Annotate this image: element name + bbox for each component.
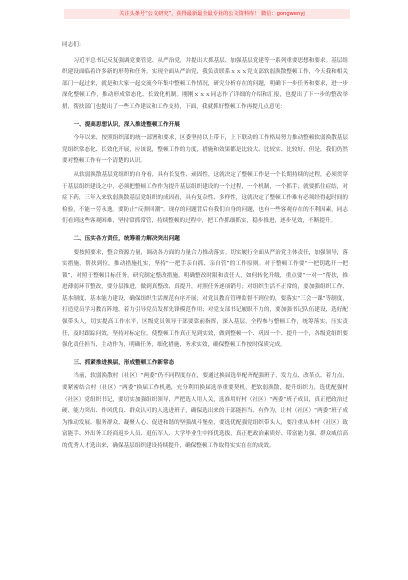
section-heading: 二、压实各方责任，统筹着力解决突出问题	[73, 235, 180, 242]
body-paragraph: 习近平总书记反复强调党要管党、从严治党，并提出大抓基层、加强基层党建等一系列重要思想和要求。基层组织建设面临着许多新的形势和任务，实现全面从严治党，我负责联系ｘｘｘ党支部软弱涣散整顿工作，今天我和相关部门一起过来，就是和大家一起交流今年集中整顿工作情况，研究分析存在的问题，明确下一步任务和要求，进一步深化整顿工作，推动形成常态化、长效化机制。刚刚ｘｘｘ同志作了详细的介绍和汇报，也提出了下一步的整改举措，帮扶部门也提出了一些工作建议和工作支持，下面，我就抓好整顿工作再提几点意见：	[62, 57, 348, 110]
section-heading: 一、提高思想认识，深入推进整顿工作开展	[73, 121, 180, 128]
section-heading: 三、抓紧推进换届，形成整顿工作新常态	[73, 359, 175, 366]
body-paragraph: 今年以来，按照组织部的统一部署和要求，区委坚持以上带下，上下联动的工作格局努力推动整顿软弱涣散基层党组织常态化、长效化开展，应该说，整顿工作的力度，措施和效果都是比较大、比较实、比较好，但是，我们仍然要对整顿工作有一个清楚的认识。	[62, 135, 348, 165]
body-paragraph: 从软弱涣散基层党组织的自身看，具有长复性、顽固性，这就决定了整顿工作是一个长期持续的过程，必须贯穿于基层组织建设之中，必须把整顿工作作为提升基层组织建设的一个过程，一个机制，一个抓手；就要抓住症结，对症下药，三年入来软弱涣散基层党组织的成因看，具有复杂性、多样性，这就决定了整顿工作难有必须经得起时间的检验，不能一劳永逸。要防止“反弹回潮”。现存的问题背后有我们自身的问题，也有一些客观存在的不利因素，同志们看到这些客观困难，坚持常抓常管，持续整顿的过程中，把工作抓细抓实，稳步推进，逐步见效，不断提升。	[62, 171, 348, 225]
body-paragraph: 要按照要求，整合资源力量，调动各方面的力量合力推动落实。切实履行全面从严治党主体责任，加强领导，落实措施，帮扶到位，推动措施扎实，坚持“一把手亲自抓、亲自管”的工作原则。对于整顿工作要“一把钥匙开一把锁”，对照于整顿目标任务，研究制定整改措施，明确整改时限和责任人，如何转化升级，重点要“一对一”帮扶，推进薄弱环节整改，要分层推进，做到真整改、真提升，对照任务逐项销号；对组织生活不正常的，要加强组织工作、基本制度、基本能力建设，确保组织生活规范有序开展；对党员教育管理监督不到位的，要落实“三会一课”等制度，打造党员学习教育阵地，着力引导党员发挥先锋模范作用；对党支部书记履职不力的，要加强书记队伍建设，选好配强带头人，切实提高工作水平，区级党员领导干部要靠前指挥，深入基层，全程参与整顿工作，统筹落实，压实责任，及时跟踪问效，坚持对标定位，使整顿工作真正见到实效，做到整顿一个、巩固一个、提升一个，各级党组织要强化责任担当，主动作为，明确任务，细化措施，务求实效，确保整顿工作按时保质完成。	[62, 249, 348, 349]
banner-text[interactable]: 关注头条号“公文研究”，获得最新最全最专业的公文资料库！ 微信：gongwenyj	[119, 11, 305, 17]
document-body	[62, 40, 348, 453]
document-blocks	[62, 56, 348, 453]
salutation: 同志们：	[62, 42, 85, 48]
body-paragraph: 当前，软弱涣散村（社区）“两委”仍不同程度存在，要通过换届选举配齐配强班子，发力点、改革点、着力点，要紧密结合村（社区）“两委”换届工作机遇，充分利用换届选举重要契机，把软弱涣散，提升组织力，选优配强村（社区）党组织书记，要切实加强组织领导，严把选人用人关，选准用好村（社区）“两委”班子成员，真正把政治过硬、能力突出、作风优良、群众认可的人选进班子，确保选出来的干部能担当、有作为，让村（社区）“两委”班子成为推动发展、服务群众、凝聚人心、促进和谐的坚强战斗堡垒，要选优配强党组织带头人，要注重从本村（社区）致富能手、外出务工经商返乡人员、退伍军人、大学毕业生中择优选拔，真正把政治素质好、带富能力强、群众威信高的优秀人才选出来，确保基层组织建设持续提升，确保整顿工作取得实实在在的成效。	[62, 373, 348, 449]
